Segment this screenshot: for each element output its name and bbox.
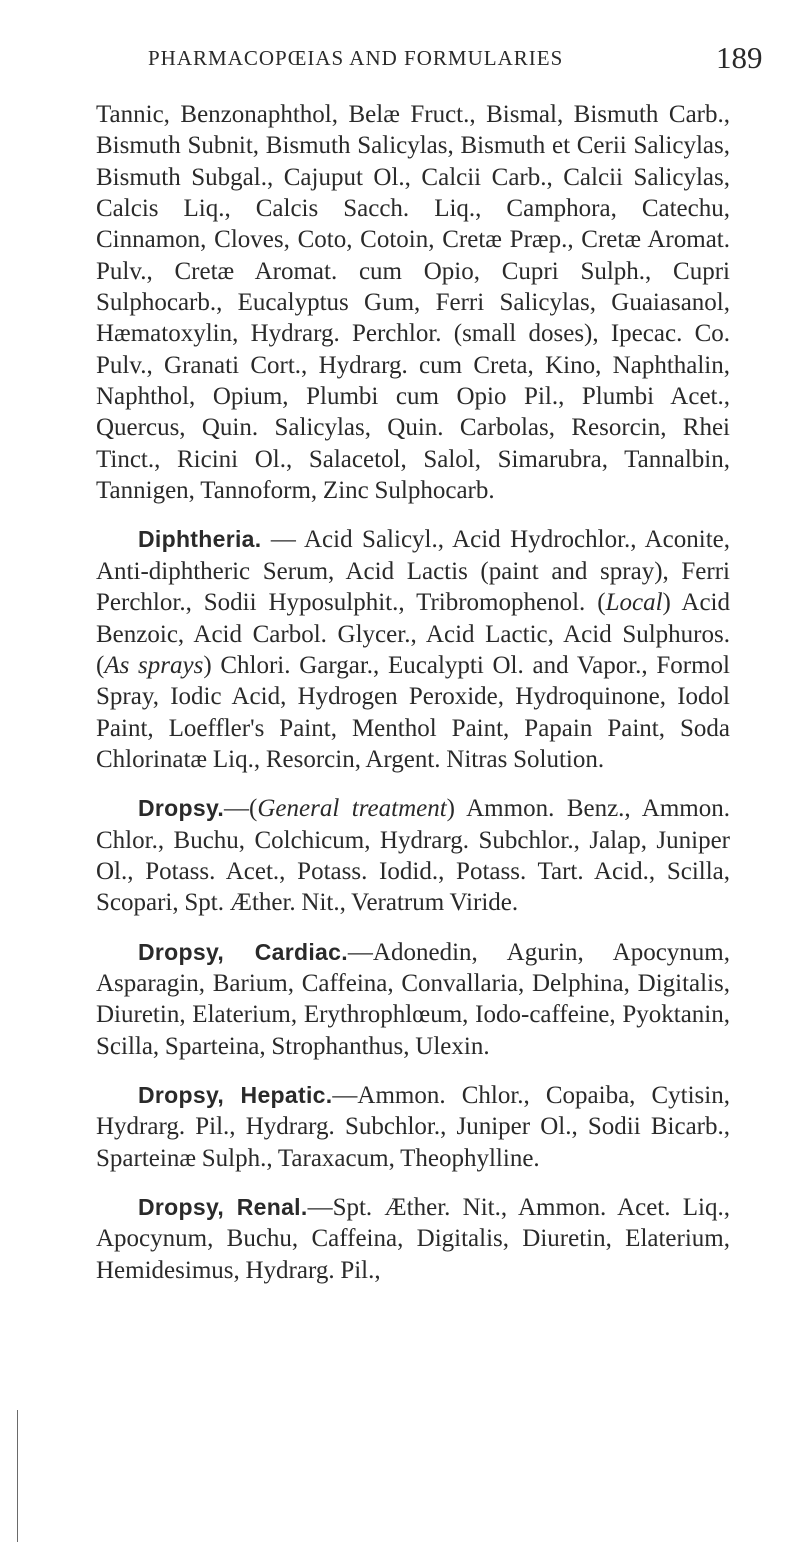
running-title: PHARMACOPŒIAS AND FORMULARIES <box>148 46 564 70</box>
entry-text: —Spt. Æther. Nit., Ammon. Acet. Liq., Apocynum, Buchu, Caffeina, Digitalis, Diuretin, Elaterium, Hemidesimus, Hydrarg. Pil., <box>96 1194 730 1284</box>
running-head <box>0 40 800 80</box>
body-text <box>96 99 730 1304</box>
entry-text: —( <box>224 795 258 823</box>
entry-text: ) Chlori. Gargar., Eucalypti Ol. and Vapor., Formol Spray, Iodic Acid, Hydrogen Peroxide, Hydroquinone, Iodol Paint, Loeffler's Paint, Menthol Paint, Papain Paint, Soda Chlorinatæ Liq., Resorcin, Argent. Nitras Solution. <box>96 651 730 773</box>
entry-text: —Adonedin, Agurin, Apocynum, Asparagin, Barium, Caffeina, Convallaria, Delphina, Digitalis, Diuretin, Elaterium, Erythrophlœum, Iodo-caffeine, Pyoktanin, Scilla, Sparteina, Strophanthus, Ulexin. <box>96 938 730 1060</box>
entry-heading: Dropsy, Cardiac. <box>138 938 348 965</box>
paragraph-text: Tannic, Benzonaphthol, Belæ Fruct., Bismal, Bismuth Carb., Bismuth Subnit, Bismuth Salicylas, Bismuth et Cerii Salicylas, Bismuth Subgal., Cajuput Ol., Calcii Carb., Calcii Salicylas, Calcis Liq., Calcis Sacch. Liq., Camphora, Catechu, Cinnamon, Cloves, Coto, Cotoin, Cretæ Præp., Cretæ Aromat. Pulv., Cretæ Aromat. cum Opio, Cupri Sulph., Cupri Sulphocarb., Eucalyptus Gum, Ferri Salicylas, Guaiasanol, Hæmatoxylin, Hydrarg. Perchlor. (small doses), Ipecac. Co. Pulv., Granati Cort., Hydrarg. cum Creta, Kino, Naphthalin, Naphthol, Opium, Plumbi cum Opio Pil., Plumbi Acet., Quercus, Quin. Salicylas, Quin. Carbolas, Resorcin, Rhei Tinct., Ricini Ol., Salacetol, Salol, Simarubra, Tannalbin, Tannigen, Tannoform, Zinc Sulphocarb. <box>96 101 730 505</box>
paragraph-continuation <box>96 99 730 506</box>
page-number: 189 <box>716 40 763 75</box>
entry-diphtheria <box>96 524 730 775</box>
entry-heading: Dropsy. <box>138 795 225 822</box>
entry-italic: General treatment <box>257 795 447 823</box>
entry-heading: Diphtheria. <box>138 526 262 553</box>
entry-dropsy-renal <box>96 1192 730 1286</box>
entry-dropsy-hepatic <box>96 1080 730 1174</box>
entry-dropsy <box>96 793 730 918</box>
margin-rule <box>17 1410 18 1542</box>
entry-text: ) Acid Benzoic, Acid Carbol. Glycer., Acid Lactic, Acid Sulphuros. ( <box>96 589 730 679</box>
entry-heading: Dropsy, Hepatic. <box>138 1081 333 1108</box>
entry-heading: Dropsy, Renal. <box>138 1194 308 1220</box>
entry-text: ) Ammon. Benz., Ammon. Chlor., Buchu, Colchicum, Hydrarg. Subchlor., Jalap, Juniper Ol., Potass. Acet., Potass. Iodid., Potass. Tart. Acid., Scilla, Scopari, Spt. Æther. Nit., Veratrum Viride. <box>96 795 730 917</box>
entry-italic: Local <box>605 589 663 617</box>
entry-text: — Acid Salicyl., Acid Hydrochlor., Aconite, Anti-diphtheric Serum, Acid Lactis (paint and spray), Ferri Perchlor., Sodii Hyposulphit., Tribromophenol. ( <box>96 526 730 617</box>
entry-text: —Ammon. Chlor., Copaiba, Cytisin, Hydrarg. Pil., Hydrarg. Subchlor., Juniper Ol., Sodii Bicarb., Sparteinæ Sulph., Taraxacum, Theophylline. <box>96 1081 730 1172</box>
entry-italic: As sprays <box>104 651 204 679</box>
entry-dropsy-cardiac <box>96 937 730 1062</box>
